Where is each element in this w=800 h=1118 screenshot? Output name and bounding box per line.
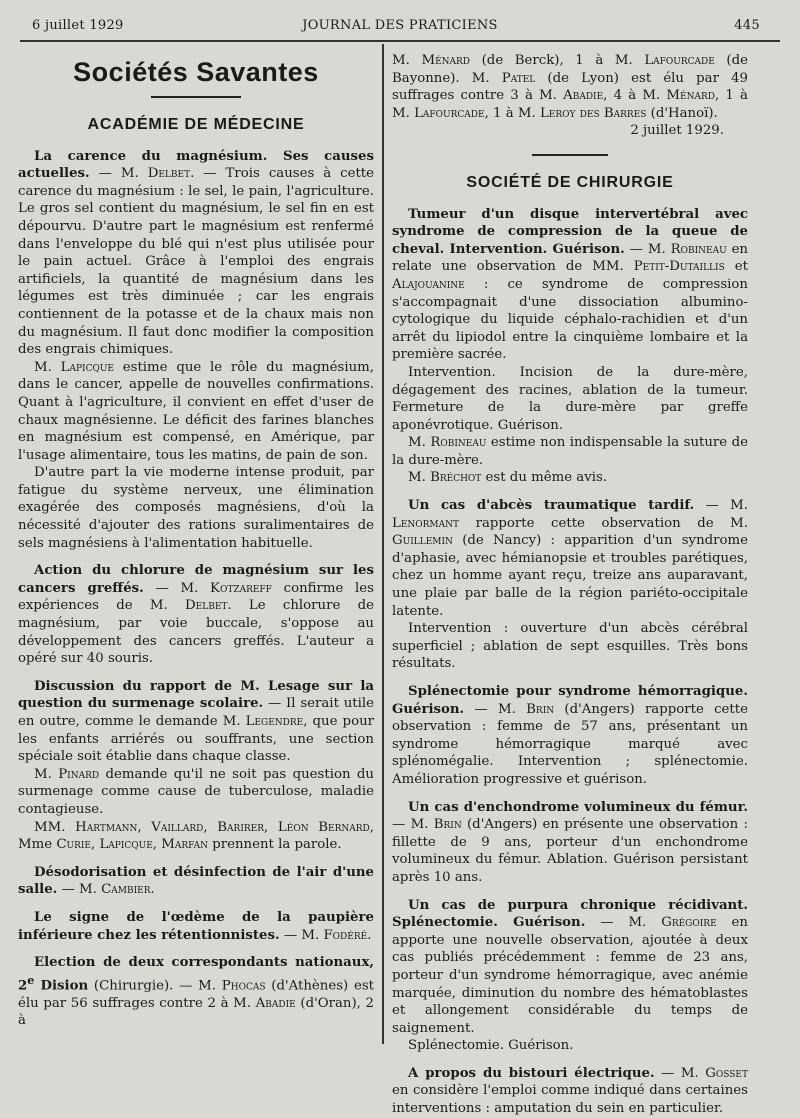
author-name: Petit-Dutaillis [633,259,725,275]
author-name: Kotzareff [210,580,272,596]
article-title: La carence du magnésium. Ses causes actuelles. [18,148,374,182]
author-name: Lenormant [392,515,460,531]
paragraph: Intervention : ouverture d'un abcès cérébral superficiel ; ablation de sept esquilles. Très bons résultats. [392,621,748,672]
author-name: Guillemin [392,533,453,549]
section-separator [532,154,608,156]
author-name: Lapicque [60,359,114,375]
running-header [20,18,780,38]
author-name: Pinard [58,766,100,782]
author-name: Phocas [221,978,266,994]
article-tumeur-disque: Tumeur d'un disque intervertébral avec syndrome de compression de la queue de cheval. Intervention. Guérison. — M. Robineau en relate une observation de MM. Petit-Dutaillis et Alajouanine : ce syndrome de compression s'accompagnait d'une dissociation albumino-cytologique du liquide céphalo-rachidien et d'un arrêt du lipiodol entre la cinquième lombaire et la première sacrée. [392,206,748,363]
author-name: Delbet [147,166,191,182]
author-name: Gosset [705,1065,748,1081]
article-abces-traumatique: Un cas d'abcès traumatique tardif. — M. Lenormant rapporte cette observation de M. Guillemin (de Nancy) : apparition d'un syndrome d'aphasie, avec hémianopsie et troubles parétiques, chez un homme ayant reçu, treize ans auparavant, une plaie par balle de la région pariéto-occipitale latente. [392,498,748,619]
article-chlorure-magnesium: Action du chlorure de magnésium sur les cancers greffés. — M. Kotzareff confirme les expériences de M. Delbet. Le chlorure de magnésium, par voie buccale, s'oppose au développement des cancers greffés. L'auteur a opéré sur 40 souris. [18,563,374,667]
header-page-number: 445 [734,18,760,33]
article-title: Election de deux correspondants nationaux, 2 [18,955,374,994]
paragraph: D'autre part la vie moderne intense produit, par fatigue du système nerveux, une élimination exagérée des composés magnésiens, d'où la nécessité d'ajouter des rations suralimentaires de sels magnésiens à l'alimentation habituelle. [18,465,374,551]
article-title: Un cas d'enchondrome volumineux du fémur. [408,799,748,815]
article-title: Un cas d'abcès traumatique tardif. [408,498,695,514]
header-date: 6 juillet 1929 [32,18,124,33]
paragraph: M. Lapicque estime que le rôle du magnésium, dans le cancer, appelle de nouvelles confirmations. Quant à l'agriculture, il convient en effet d'user de chaux magnésienne. Le déficit des farines blanches en magnésium est compensé, en Amérique, par l'usage alimentaire, tous les matins, de pain de son. [18,359,374,463]
article-election-correspondants: Election de deux correspondants nationaux, 2e Dision (Chirurgie). — M. Phocas (d'Athènes) est élu par 56 suffrages contre 2 à M. Abadie (d'Oran), 2 à [18,955,374,1029]
article-title: Désodorisation et désinfection de l'air d'une salle. [18,864,374,898]
right-column [392,52,748,1118]
article-title: Splénectomie pour syndrome hémorragique. Guérison. [392,684,748,717]
author-name: Grégoire [661,915,717,931]
header-journal-title: JOURNAL DES PRATICIENS [302,18,498,33]
author-name: Fodéré [323,927,368,943]
author-names: Hartmann, Vaillard, Barirer, Léon Bernard, [75,819,374,835]
paragraph: Intervention. Incision de la dure-mère, dégagement des racines, ablation de la tumeur. Fermeture de la dure-mère par greffe aponévrotique. Guérison. [392,364,748,433]
author-names: Curie, Lapicque, Marfan [56,837,208,853]
article-title: Un cas de purpura chronique récidivant. Splénectomie. Guérison. [392,897,748,931]
author-name: Brin [433,817,462,833]
article-surmenage-scolaire: Discussion du rapport de M. Lesage sur la question du surmenage scolaire. — Il serait utile en outre, comme le demande M. Legendre, que pour les enfants arriérés ou souffrants, une section spéciale soit établie dans chaque classe. [18,678,374,765]
header-rule [20,40,780,42]
author-name: Legendre [245,714,304,729]
article-purpura: Un cas de purpura chronique récidivant. Splénectomie. Guérison. — M. Grégoire en apporte une nouvelle observation, ajoutée à deux cas publiés précédemment : femme de 23 ans, porteur d'un syndrome hémorragique, avec anémie marquée, diminution du nombre des hématoblastes et allongement considérable du temps de saignement. [392,897,748,1036]
article-oedeme-paupiere: Le signe de l'œdème de la paupière inférieure chez les rétentionnistes. — M. Fodéré. [18,909,374,943]
paragraph: M. Pinard demande qu'il ne soit pas question du surmenage comme cause de tuberculose, maladie contagieuse. [18,766,374,817]
paragraph: M. Robineau estime non indispensable la suture de la dure-mère. [392,435,748,468]
title-rule [151,96,241,98]
chirurgie-heading: SOCIÉTÉ DE CHIRURGIE [466,173,674,191]
article-carence-magnesium: La carence du magnésium. Ses causes actuelles. — M. Delbet. — Trois causes à cette carence du magnésium : le sel, le pain, l'agriculture. Le gros sel contient du magnésium, le sel fin en est dépourvu. D'autre part le magnésium est renfermé dans l'enveloppe du blé qui n'est plus utilisée pour le pain actuel. Grâce à l'emploi des engrais artificiels, la quantité de magnésium dans les légumes est très diminuée ; car les engrais contiennent de la potasse et de la chaux mais non du magnésium. Il faut donc modifier la composition des engrais chimiques. [18,148,374,358]
author-name: Cambier [101,882,151,898]
article-title: Le signe de l'œdème de la paupière inférieure chez les rétentionnistes. [18,909,374,943]
article-title: Tumeur d'un disque intervertébral avec syndrome de compression de la queue de cheval. Intervention. Guérison. [392,206,748,257]
author-name: Abadie [255,995,296,1011]
article-bistouri-electrique: A propos du bistouri électrique. — M. Gosset en considère l'emploi comme indiqué dans certaines interventions : amputation du sein en particulier. [392,1065,748,1117]
author-name: Robineau [430,435,487,451]
paragraph: M. Bréchot est du même avis. [408,470,608,486]
author-name: Brin [526,701,555,717]
page-title: Sociétés Savantes [73,57,319,87]
paragraph: MM. Hartmann, Vaillard, Barirer, Léon Bernard, Mme Curie, Lapicque, Marfan prennent la parole. [18,819,374,853]
left-column [18,52,374,1030]
election-continuation: M. Ménard (de Berck), 1 à M. Lafourcade (de Bayonne). M. Patel (de Lyon) est élu par 49 suffrages contre 3 à M. Abadie, 4 à M. Ménard, 1 à M. Lafourcade, 1 à M. Leroy des Barres (d'Hanoï). [392,53,748,121]
article-title: Discussion du rapport de M. Lesage sur la question du surmenage scolaire. [18,678,374,712]
author-name: Bréchot [430,470,482,486]
article-desodorisation: Désodorisation et désinfection de l'air d'une salle. — M. Cambier. [18,864,374,898]
column-divider [382,44,384,1044]
article-enchondrome: Un cas d'enchondrome volumineux du fémur. — M. Brin (d'Angers) en présente une observation : fillette de 9 ans, porteur d'un enchondrome volumineux du fémur. Ablation. Guérison persistant après 10 ans. [392,799,748,885]
author-name: Robineau [670,241,727,257]
author-name: Alajouanine [392,276,465,292]
paragraph: Splénectomie. Guérison. [408,1038,574,1054]
session-date: 2 juillet 1929. [630,123,724,139]
article-title: A propos du bistouri électrique. [408,1065,655,1081]
article-title: Action du chlorure de magnésium sur les cancers greffés. [18,563,374,596]
article-splenectomie: Splénectomie pour syndrome hémorragique. Guérison. — M. Brin (d'Angers) rapporte cette observation : femme de 57 ans, présentant un syndrome hémorragique marqué avec splénomégalie. Intervention ; splénectomie. Amélioration progressive et guérison. [392,684,748,787]
academie-heading: ACADÉMIE DE MÉDECINE [87,116,305,133]
author-name: Delbet [185,598,228,614]
